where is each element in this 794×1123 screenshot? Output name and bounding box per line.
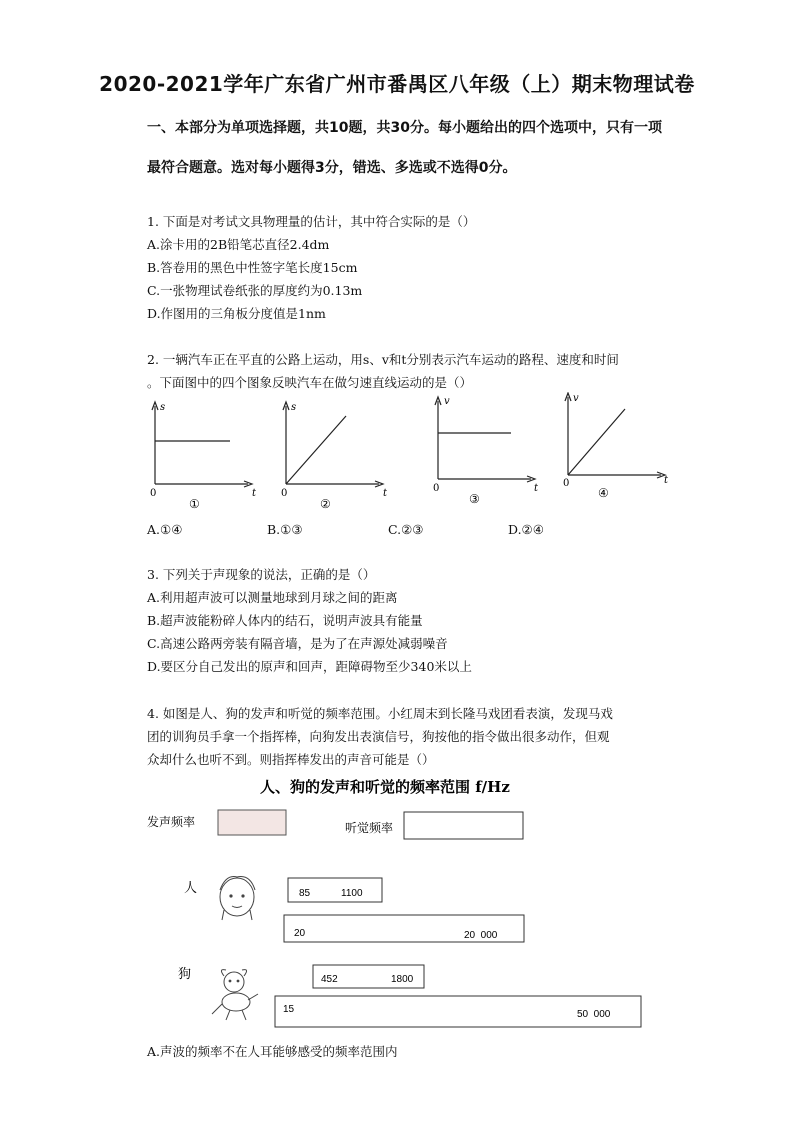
graph-4 <box>563 393 669 500</box>
question-1 <box>147 210 687 325</box>
human-hear-low: 20 <box>294 928 306 939</box>
dog-label: 狗 <box>178 967 192 982</box>
legend-emit-swatch <box>218 810 286 835</box>
page-title: 2020-2021学年广东省广州市番禺区八年级（上）期末物理试卷 <box>99 72 695 96</box>
dog-emit-high: 1800 <box>391 974 414 985</box>
x-axis-label: t <box>383 488 388 499</box>
q2-option-c: C.②③ <box>388 522 424 537</box>
graph-1 <box>150 402 257 511</box>
option-d: D.作图用的三角板分度值是1nm <box>147 306 326 321</box>
section-instructions-line1: 一、本部分为单项选择题，共10题，共30分。每小题给出的四个选项中，只有一项 <box>147 120 662 136</box>
legend-hear-label: 听觉频率 <box>345 821 394 835</box>
question-4 <box>147 702 687 771</box>
dog-icon <box>212 970 258 1020</box>
graph-number: ① <box>189 497 200 511</box>
legend-hear-swatch <box>404 812 523 839</box>
figure-title: 人、狗的发声和听觉的频率范围 f/Hz <box>260 778 510 796</box>
option-c: C.一张物理试卷纸张的厚度约为0.13m <box>147 283 363 298</box>
q2-option-b: B.①③ <box>267 522 303 537</box>
origin-label: 0 <box>150 488 157 499</box>
section-instructions-line2: 最符合题意。选对每小题得3分，错选、多选或不选得0分。 <box>147 160 517 176</box>
origin-label: 0 <box>433 483 440 494</box>
graph-line <box>286 416 346 484</box>
question-stem-line1: 2. 一辆汽车正在平直的公路上运动，用s、v和t分别表示汽车运动的路程、速度和时间 <box>147 352 619 367</box>
human-emit-high: 1100 <box>341 888 363 899</box>
graph-number: ③ <box>469 492 480 506</box>
frequency-range-figure <box>140 770 660 1040</box>
question-stem-line3: 众却什么也听不到。则指挥棒发出的声音可能是（） <box>147 752 435 767</box>
y-axis-label: s <box>291 402 297 413</box>
graph-number: ② <box>320 497 331 511</box>
x-axis-label: t <box>664 475 669 486</box>
y-axis-label: v <box>573 393 579 404</box>
human-face-icon <box>220 877 255 920</box>
graph-3 <box>433 396 539 506</box>
q2-option-d: D.②④ <box>508 522 544 537</box>
question-stem-line1: 4. 如图是人、狗的发声和听觉的频率范围。小红周末到长隆马戏团看表演，发现马戏 <box>147 706 613 721</box>
x-axis-label: t <box>534 483 539 494</box>
question-2 <box>147 348 687 394</box>
option-b: B.超声波能粉碎人体内的结石，说明声波具有能量 <box>147 613 423 628</box>
graph-2 <box>281 402 388 511</box>
q4-option-a: A.声波的频率不在人耳能够感受的频率范围内 <box>147 1044 398 1059</box>
origin-label: 0 <box>281 488 288 499</box>
graph-number: ④ <box>598 486 609 500</box>
dog-hear-low: 15 <box>283 1004 295 1015</box>
origin-label: 0 <box>563 478 570 489</box>
question-stem: 3. 下列关于声现象的说法，正确的是（） <box>147 567 376 582</box>
question-stem-line2: 团的训狗员手拿一个指挥棒，向狗发出表演信号，狗按他的指令做出很多动作，但观 <box>147 729 610 744</box>
option-a: A.利用超声波可以测量地球到月球之间的距离 <box>147 590 398 605</box>
y-axis-label: v <box>444 396 450 407</box>
option-d: D.要区分自己发出的原声和回声，距障碍物至少340米以上 <box>147 659 472 674</box>
legend-emit-label: 发声频率 <box>147 815 196 829</box>
question-3 <box>147 563 687 678</box>
x-axis-label: t <box>252 488 257 499</box>
human-hear-high: 20 000 <box>464 930 498 941</box>
human-label: 人 <box>184 881 198 896</box>
option-a: A.涂卡用的2B铅笔芯直径2.4dm <box>147 237 330 252</box>
option-b: B.答卷用的黑色中性签字笔长度15cm <box>147 260 358 275</box>
motion-graphs-figure <box>140 392 700 517</box>
option-c: C.高速公路两旁装有隔音墙，是为了在声源处减弱噪音 <box>147 636 448 651</box>
question-stem-line2: 。下面图中的四个图象反映汽车在做匀速直线运动的是（） <box>147 375 473 390</box>
q2-option-a: A.①④ <box>147 522 183 537</box>
graph-line <box>568 409 625 475</box>
dog-hear-high: 50 000 <box>577 1009 611 1020</box>
question-stem: 1. 下面是对考试文具物理量的估计，其中符合实际的是（） <box>147 214 476 229</box>
human-emit-low: 85 <box>299 888 311 899</box>
dog-emit-low: 452 <box>321 974 338 985</box>
y-axis-label: s <box>160 402 166 413</box>
